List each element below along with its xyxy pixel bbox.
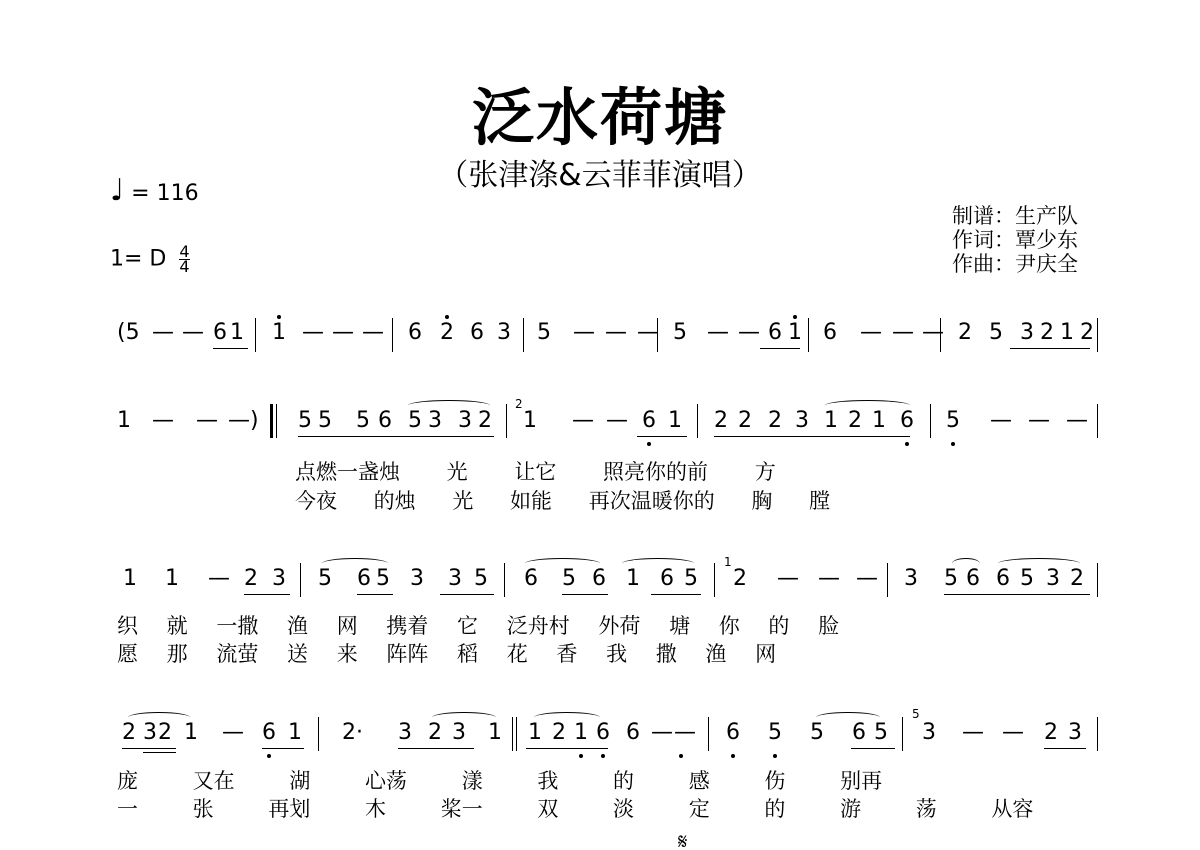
slur-arc — [322, 558, 388, 569]
time-signature — [179, 242, 190, 276]
segno-icon: 𝄋 — [678, 830, 688, 850]
time-sig-bottom: 4 — [179, 257, 190, 276]
note: 2 — [1044, 720, 1058, 745]
beam-underline — [213, 348, 248, 349]
note: — — [605, 320, 627, 345]
bar-line — [902, 717, 903, 751]
note: 5 — [562, 566, 576, 591]
note: 6 — [726, 720, 740, 745]
beam-underline — [637, 436, 687, 437]
bar-line — [504, 563, 505, 597]
tempo-text: = 116 — [131, 181, 199, 206]
note: 1 — [488, 720, 502, 745]
note: — — [572, 408, 594, 433]
note: 5 — [673, 320, 687, 345]
note: 1 — [272, 320, 286, 345]
bar-line — [516, 717, 517, 751]
note: — — [1002, 720, 1024, 745]
note: 6 — [213, 320, 227, 345]
note: 6 — [524, 566, 538, 591]
lyrics-verse-1: 织 就 一撒 渔 网 携着 它 泛舟村 外荷 塘 你 的 脸 — [117, 614, 840, 638]
bar-line — [506, 404, 507, 438]
beam-underline — [244, 594, 290, 595]
note: 6 — [626, 720, 640, 745]
bar-line — [1097, 563, 1098, 597]
note: 6 — [357, 566, 371, 591]
note: (5 — [117, 320, 140, 345]
note: 2· — [342, 720, 363, 745]
note: — — [738, 320, 760, 345]
note: 3 — [428, 408, 442, 433]
note: 3 — [1020, 320, 1034, 345]
key-signature — [110, 242, 190, 276]
note: 1 — [1060, 320, 1074, 345]
note: 2 — [714, 408, 728, 433]
note: 3 — [272, 566, 286, 591]
note: 5 — [684, 566, 698, 591]
bar-line — [255, 318, 256, 352]
note: 6 — [642, 408, 656, 433]
note: 6 — [596, 720, 610, 745]
note: 3 — [1046, 566, 1060, 591]
note: 5 — [318, 408, 332, 433]
lyrics-verse-1: 点燃一盏烛 光 让它 照亮你的前 方 — [295, 460, 776, 484]
note: —) — [228, 408, 259, 433]
note: 3 — [143, 720, 157, 745]
note: 6 — [823, 320, 837, 345]
note: 5 — [946, 408, 960, 433]
beam-underline — [1044, 748, 1086, 749]
octave-dot-above — [793, 315, 797, 319]
beam-underline — [398, 748, 474, 749]
time-sig-top: 4 — [179, 242, 190, 261]
note: — — [182, 320, 204, 345]
octave-dot-above — [277, 315, 281, 319]
note: 3 — [410, 566, 424, 591]
note: 5 — [537, 320, 551, 345]
bar-line — [300, 563, 301, 597]
note: 2 — [428, 720, 442, 745]
bar-line — [708, 717, 709, 751]
slur-arc — [622, 558, 694, 569]
note: 2 — [440, 320, 454, 345]
note: 1 — [788, 320, 802, 345]
lyrics-verse-2: 愿 那 流萤 送 来 阵阵 稻 花 香 我 撒 渔 网 — [117, 642, 777, 666]
ending-mark: 5 — [912, 707, 920, 721]
note: 1 — [626, 566, 640, 591]
note: 5 — [318, 566, 332, 591]
octave-dot-below — [579, 754, 583, 758]
note: 5 — [298, 408, 312, 433]
note: 6 — [768, 320, 782, 345]
note: 2 — [1040, 320, 1054, 345]
beam-underline — [651, 594, 701, 595]
note: 2 — [158, 720, 172, 745]
slur-arc — [408, 400, 490, 411]
note: — — [362, 320, 384, 345]
credit-transcriber: 制谱：生产队 — [952, 204, 1078, 228]
note: 6 — [378, 408, 392, 433]
note: 5 — [768, 720, 782, 745]
octave-dot-below — [267, 754, 271, 758]
note: 6 — [996, 566, 1010, 591]
note: 1 — [528, 720, 542, 745]
lyrics-verse-1: 庞 又在 湖 心荡 漾 我 的 感 伤 别再 — [117, 769, 883, 793]
note: 3 — [795, 408, 809, 433]
note: 6 — [660, 566, 674, 591]
note: 2 — [768, 408, 782, 433]
note: — — [707, 320, 729, 345]
credit-lyricist: 作词：覃少东 — [952, 228, 1078, 252]
bar-line — [697, 404, 698, 438]
note: — — [990, 408, 1012, 433]
note: — — [860, 320, 882, 345]
slur-arc — [816, 712, 880, 723]
note: 1 — [123, 566, 137, 591]
note: — — [651, 720, 673, 745]
note: — — [962, 720, 984, 745]
note: — — [302, 320, 324, 345]
ending-mark: 1 — [724, 555, 732, 569]
beam-underline — [143, 752, 176, 753]
bar-line — [523, 318, 524, 352]
note: 5 — [408, 408, 422, 433]
note: — — [856, 566, 878, 591]
note: — — [332, 320, 354, 345]
lyrics-verse-2: 今夜 的烛 光 如能 再次温暖你的 胸 膛 — [295, 489, 831, 513]
note: — — [152, 320, 174, 345]
bar-line — [714, 563, 715, 597]
note: 1 — [117, 408, 131, 433]
note: — — [818, 566, 840, 591]
slur-arc — [952, 558, 980, 569]
note: 5 — [1020, 566, 1034, 591]
note: 2 — [478, 408, 492, 433]
slur-arc — [998, 558, 1080, 569]
note: 6 — [408, 320, 422, 345]
note: 3 — [922, 720, 936, 745]
note: 1 — [230, 320, 244, 345]
slur-arc — [825, 400, 910, 411]
note: 1 — [574, 720, 588, 745]
octave-dot-below — [773, 754, 777, 758]
beam-underline — [298, 436, 494, 437]
note: 2 — [733, 566, 747, 591]
bar-line — [392, 318, 393, 352]
repeat-start-thin — [276, 404, 277, 438]
note: 6 — [966, 566, 980, 591]
note: 1 — [872, 408, 886, 433]
beam-underline — [357, 594, 393, 595]
octave-dot-below — [647, 442, 651, 446]
note: 2 — [122, 720, 136, 745]
note: — — [637, 320, 659, 345]
octave-dot-below — [731, 754, 735, 758]
note: 5 — [376, 566, 390, 591]
note: 6 — [262, 720, 276, 745]
octave-dot-below — [601, 754, 605, 758]
note: — — [606, 408, 628, 433]
note: 1 — [165, 566, 179, 591]
note: 3 — [452, 720, 466, 745]
octave-dot-below — [905, 442, 909, 446]
repeat-start-thick — [270, 404, 273, 438]
slur-arc — [534, 712, 600, 723]
credit-composer: 作曲：尹庆全 — [952, 252, 1078, 276]
note: 2 — [848, 408, 862, 433]
note: 1 — [184, 720, 198, 745]
note: — — [208, 566, 230, 591]
beam-underline — [122, 748, 176, 749]
note: — — [1028, 408, 1050, 433]
note: 2 — [738, 408, 752, 433]
note: — — [196, 408, 218, 433]
ending-mark: 2 — [515, 397, 523, 411]
note: 6 — [900, 408, 914, 433]
slur-arc — [128, 712, 190, 723]
note: 3 — [398, 720, 412, 745]
bar-line — [930, 404, 931, 438]
note: — — [777, 566, 799, 591]
bar-line — [887, 563, 888, 597]
note: 5 — [810, 720, 824, 745]
beam-underline — [262, 748, 304, 749]
slur-arc — [525, 558, 600, 569]
note: — — [573, 320, 595, 345]
note: 3 — [497, 320, 511, 345]
note: 2 — [552, 720, 566, 745]
beam-underline — [526, 748, 608, 749]
note: 5 — [944, 566, 958, 591]
quarter-note-icon: ♩ — [110, 173, 125, 208]
bar-line — [1097, 318, 1098, 352]
note: — — [1066, 408, 1088, 433]
beam-underline — [562, 594, 608, 595]
note: 3 — [458, 408, 472, 433]
note: — — [222, 720, 244, 745]
tempo-marking — [110, 173, 199, 208]
song-title: 泛水荷塘 — [471, 81, 728, 154]
note: 6 — [852, 720, 866, 745]
note: 5 — [356, 408, 370, 433]
note: 3 — [904, 566, 918, 591]
bar-line — [512, 717, 513, 751]
note: 2 — [1080, 320, 1094, 345]
note: 6 — [592, 566, 606, 591]
slur-arc — [432, 712, 496, 723]
beam-underline — [440, 594, 494, 595]
bar-line — [1097, 717, 1098, 751]
beam-underline — [714, 436, 910, 437]
note: — — [674, 720, 696, 745]
beam-underline — [944, 594, 1090, 595]
bar-line — [808, 318, 809, 352]
octave-dot-below — [951, 442, 955, 446]
bar-line — [318, 717, 319, 751]
note: 2 — [1070, 566, 1084, 591]
octave-dot-above — [445, 315, 449, 319]
note: — — [892, 320, 914, 345]
lyrics-verse-2: 一 张 再划 木 桨一 双 淡 定 的 游 荡 从容 — [117, 797, 1034, 821]
note: 6 — [470, 320, 484, 345]
note: 1 — [668, 408, 682, 433]
note: 5 — [474, 566, 488, 591]
key-text: 1= D — [110, 246, 167, 272]
beam-underline — [851, 748, 895, 749]
octave-dot-below — [679, 754, 683, 758]
note: 3 — [1068, 720, 1082, 745]
note: 1 — [288, 720, 302, 745]
bar-line — [1097, 404, 1098, 438]
note: — — [922, 320, 944, 345]
beam-underline — [760, 348, 800, 349]
note: 1 — [824, 408, 838, 433]
note: 5 — [989, 320, 1003, 345]
note: — — [152, 408, 174, 433]
note: 1 — [523, 408, 537, 433]
note: 2 — [244, 566, 258, 591]
song-subtitle: （张津涤&云菲菲演唱） — [438, 158, 762, 193]
note: 5 — [874, 720, 888, 745]
beam-underline — [1010, 348, 1090, 349]
note: 2 — [958, 320, 972, 345]
note: 3 — [448, 566, 462, 591]
